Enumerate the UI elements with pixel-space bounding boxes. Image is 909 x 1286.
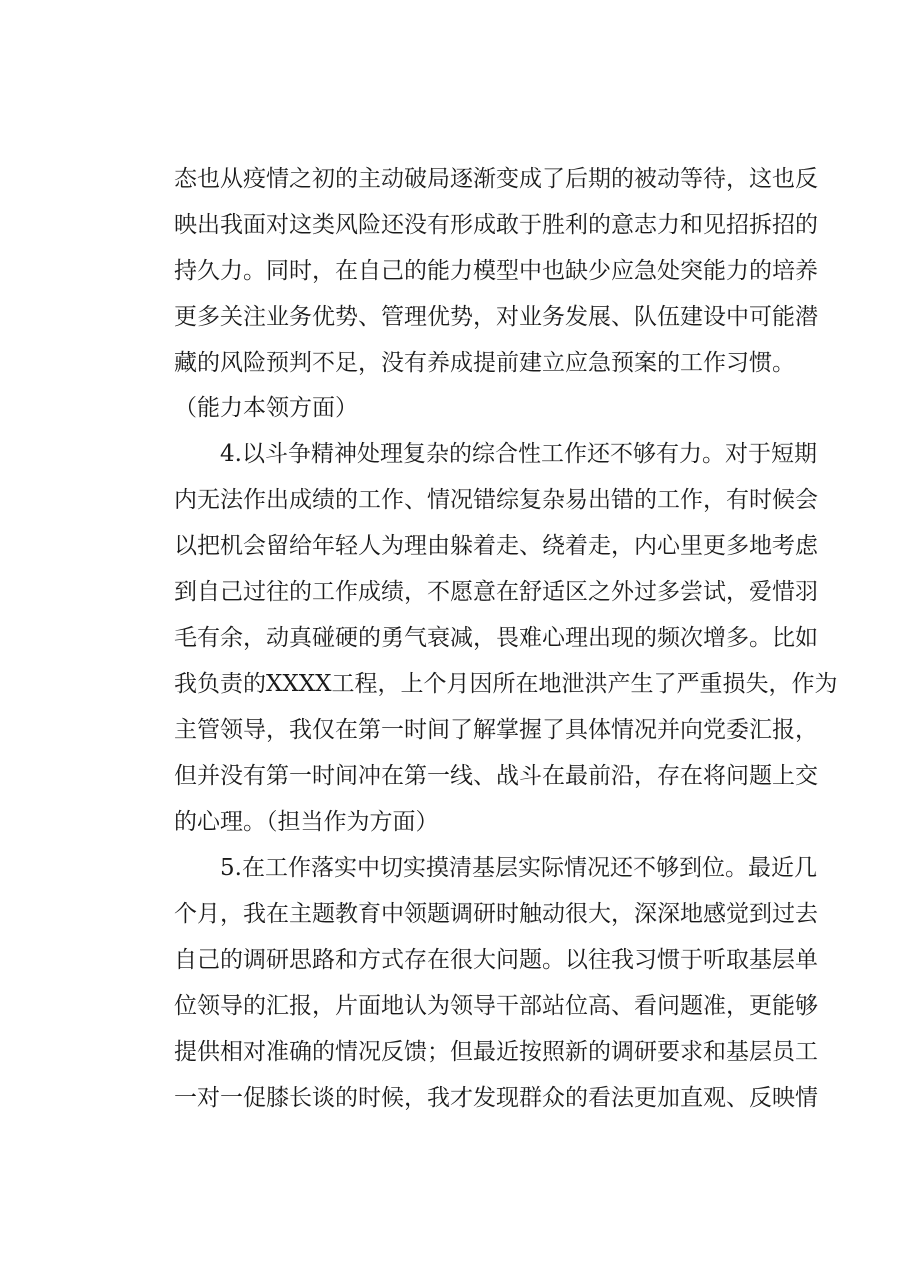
text-line-19: 位领导的汇报，片面地认为领导干部站位高、看问题准，更能够 bbox=[174, 993, 818, 1019]
text-line-20: 提供相对准确的情况反馈；但最近按照新的调研要求和基层员工 bbox=[174, 1039, 818, 1065]
text-line-12: 我负责的XXXX工程，上个月因所在地泄洪产生了严重损失，作为 bbox=[174, 671, 838, 697]
text-line-3: 持久力。同时，在自己的能力模型中也缺少应急处突能力的培养 bbox=[174, 258, 818, 284]
text-line-13: 主管领导，我仅在第一时间了解掌握了具体情况并向党委汇报， bbox=[174, 717, 818, 743]
text-line-5: 藏的风险预判不足，没有养成提前建立应急预案的工作习惯。 bbox=[174, 350, 795, 376]
text-line-14: 但并没有第一时间冲在第一线、战斗在最前沿，存在将问题上交 bbox=[174, 763, 818, 789]
text-line-9: 以把机会留给年轻人为理由躲着走、绕着走，内心里更多地考虑 bbox=[174, 533, 818, 559]
text-line-6: （能力本领方面） bbox=[174, 395, 358, 421]
text-line-2: 映出我面对这类风险还没有形成敢于胜利的意志力和见招拆招的 bbox=[174, 212, 818, 238]
text-line-7: 4.以斗争精神处理复杂的综合性工作还不够有力。对于短期 bbox=[220, 441, 817, 467]
text-line-18: 自己的调研思路和方式存在很大问题。以往我习惯于听取基层单 bbox=[174, 947, 818, 973]
text-line-15: 的心理。（担当作为方面） bbox=[174, 809, 439, 835]
text-line-16: 5.在工作落实中切实摸清基层实际情况还不够到位。最近几 bbox=[220, 855, 817, 881]
text-line-8: 内无法作出成绩的工作、情况错综复杂易出错的工作，有时候会 bbox=[174, 487, 818, 513]
text-line-1: 态也从疫情之初的主动破局逐渐变成了后期的被动等待，这也反 bbox=[174, 166, 818, 192]
text-line-11: 毛有余，动真碰硬的勇气衰减，畏难心理出现的频次增多。比如 bbox=[174, 625, 818, 651]
text-line-17: 个月，我在主题教育中领题调研时触动很大，深深地感觉到过去 bbox=[174, 901, 818, 927]
text-line-10: 到自己过往的工作成绩，不愿意在舒适区之外过多尝试，爱惜羽 bbox=[174, 579, 818, 605]
text-line-4: 更多关注业务优势、管理优势，对业务发展、队伍建设中可能潜 bbox=[174, 304, 818, 330]
text-line-21: 一对一促膝长谈的时候，我才发现群众的看法更加直观、反映情 bbox=[174, 1085, 818, 1111]
